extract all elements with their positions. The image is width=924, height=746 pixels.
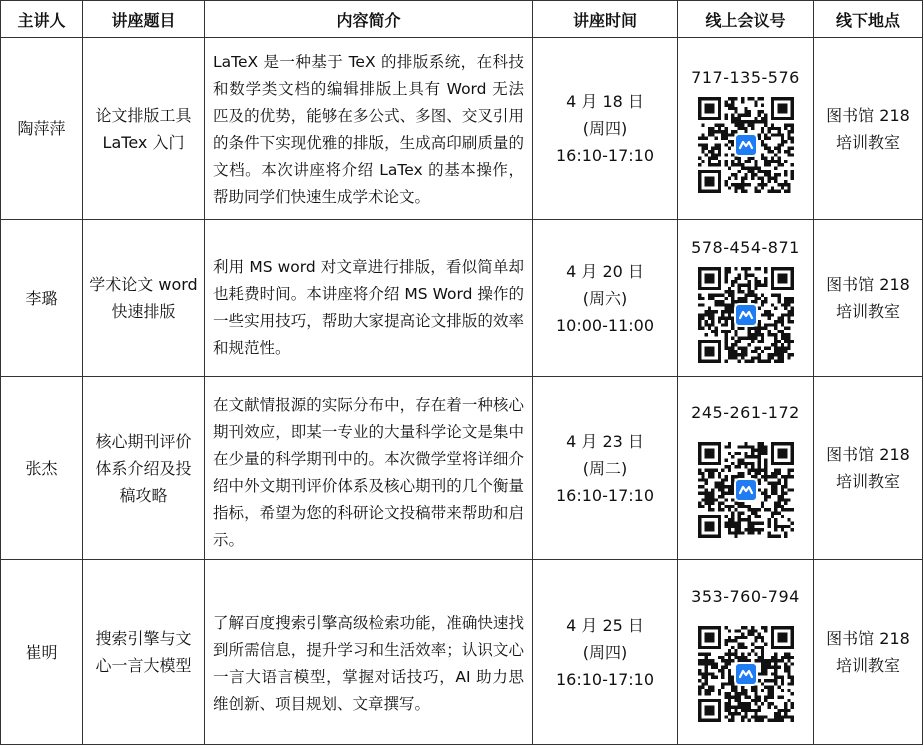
table-row <box>1 220 923 377</box>
meeting-cell <box>678 220 814 377</box>
speaker-cell <box>1 377 83 560</box>
lecture-title: 论文排版工具 LaTex 入门 <box>95 105 192 152</box>
description-cell <box>205 560 533 745</box>
lecture-location: 图书馆 218 培训教室 <box>826 275 910 321</box>
lecture-title: 学术论文 word 快速排版 <box>89 275 198 321</box>
location-cell <box>814 38 923 220</box>
location-cell <box>814 560 923 745</box>
meeting-cell <box>678 377 814 560</box>
location-cell <box>814 377 923 560</box>
speaker-name: 崔明 <box>25 642 58 662</box>
description-cell <box>205 38 533 220</box>
time-cell <box>533 220 678 377</box>
time-cell <box>533 560 678 745</box>
location-cell <box>814 220 923 377</box>
lecture-date: 4 月 18 日 <box>566 92 644 111</box>
title-cell <box>83 560 205 745</box>
title-cell <box>83 220 205 377</box>
meeting-id: 245-261-172 <box>691 402 800 422</box>
meeting-cell <box>678 560 814 745</box>
meeting-id: 578-454-871 <box>691 237 800 257</box>
lecture-weekday: (周二) <box>582 458 628 478</box>
tencent-meeting-logo-icon <box>734 478 758 502</box>
tencent-meeting-logo-icon <box>734 133 758 157</box>
lecture-time: 16:10-17:10 <box>556 485 654 505</box>
header-row <box>1 1 923 38</box>
speaker-cell <box>1 220 83 377</box>
qr-code-icon[interactable] <box>698 626 794 722</box>
header-meeting-id: 线上会议号 <box>678 1 814 38</box>
lecture-weekday: (周四) <box>582 119 628 138</box>
time-cell <box>533 38 678 220</box>
lecture-date: 4 月 20 日 <box>566 261 644 281</box>
table-row <box>1 560 923 745</box>
lecture-location: 图书馆 218 培训教室 <box>826 105 910 152</box>
lecture-location: 图书馆 218 培训教室 <box>826 445 910 491</box>
description-cell <box>205 377 533 560</box>
header-time: 讲座时间 <box>533 1 678 38</box>
time-cell <box>533 377 678 560</box>
header-title: 讲座题目 <box>83 1 205 38</box>
meeting-id: 717-135-576 <box>691 68 800 87</box>
lecture-date: 4 月 25 日 <box>566 615 644 635</box>
tencent-meeting-logo-icon <box>734 303 758 327</box>
lecture-title: 搜索引擎与文心一言大模型 <box>95 629 192 675</box>
qr-code-icon[interactable] <box>698 97 794 193</box>
lecture-description: LaTeX 是一种基于 TeX 的排版系统，在科技和数学类文档的编辑排版上具有 Word 无法匹及的优势，能够在多公式、多图、交叉引用的条件下实现优雅的排版，生成高印刷质量的文档。本次讲座将介绍 LaTex 的基本操作，帮助同学们快速生成学术论文。 <box>213 53 524 206</box>
speaker-cell <box>1 38 83 220</box>
lecture-date: 4 月 23 日 <box>566 431 644 451</box>
table-row <box>1 38 923 220</box>
lecture-location: 图书馆 218 培训教室 <box>826 629 910 675</box>
tencent-meeting-logo-icon <box>734 662 758 686</box>
lecture-weekday: (周六) <box>582 288 628 308</box>
speaker-cell <box>1 560 83 745</box>
lecture-time: 10:00-11:00 <box>556 315 654 335</box>
lecture-description: 了解百度搜索引擎高级检索功能，准确快速找到所需信息，提升学习和生活效率；认识文心一言大语言模型，掌握对话技巧，AI 助力思维创新、项目规划、文章撰写。 <box>213 614 524 713</box>
lecture-description: 在文献情报源的实际分布中，存在着一种核心期刊效应，即某一专业的大量科学论文是集中在少量的科学期刊中的。本次微学堂将详细介绍中外文期刊评价体系及核心期刊的几个衡量指标，希望为您的科研论文投稿带来帮助和启示。 <box>213 396 524 549</box>
lecture-title: 核心期刊评价体系介绍及投稿攻略 <box>95 431 192 505</box>
description-cell <box>205 220 533 377</box>
title-cell <box>83 38 205 220</box>
speaker-name: 李璐 <box>25 288 58 308</box>
speaker-name: 陶萍萍 <box>17 119 66 138</box>
speaker-name: 张杰 <box>25 458 58 478</box>
meeting-id: 353-760-794 <box>691 586 800 606</box>
lecture-weekday: (周四) <box>582 642 628 662</box>
qr-code-icon[interactable] <box>698 442 794 538</box>
header-speaker: 主讲人 <box>1 1 83 38</box>
title-cell <box>83 377 205 560</box>
table-row <box>1 377 923 560</box>
header-description: 内容简介 <box>205 1 533 38</box>
lecture-description: 利用 MS word 对文章进行排版，看似简单却也耗费时间。本讲座将介绍 MS Word 操作的一些实用技巧，帮助大家提高论文排版的效率和规范性。 <box>213 258 524 357</box>
meeting-cell <box>678 38 814 220</box>
qr-code-icon[interactable] <box>698 267 794 363</box>
header-location: 线下地点 <box>814 1 923 38</box>
lecture-time: 16:10-17:10 <box>556 146 654 165</box>
lecture-time: 16:10-17:10 <box>556 669 654 689</box>
